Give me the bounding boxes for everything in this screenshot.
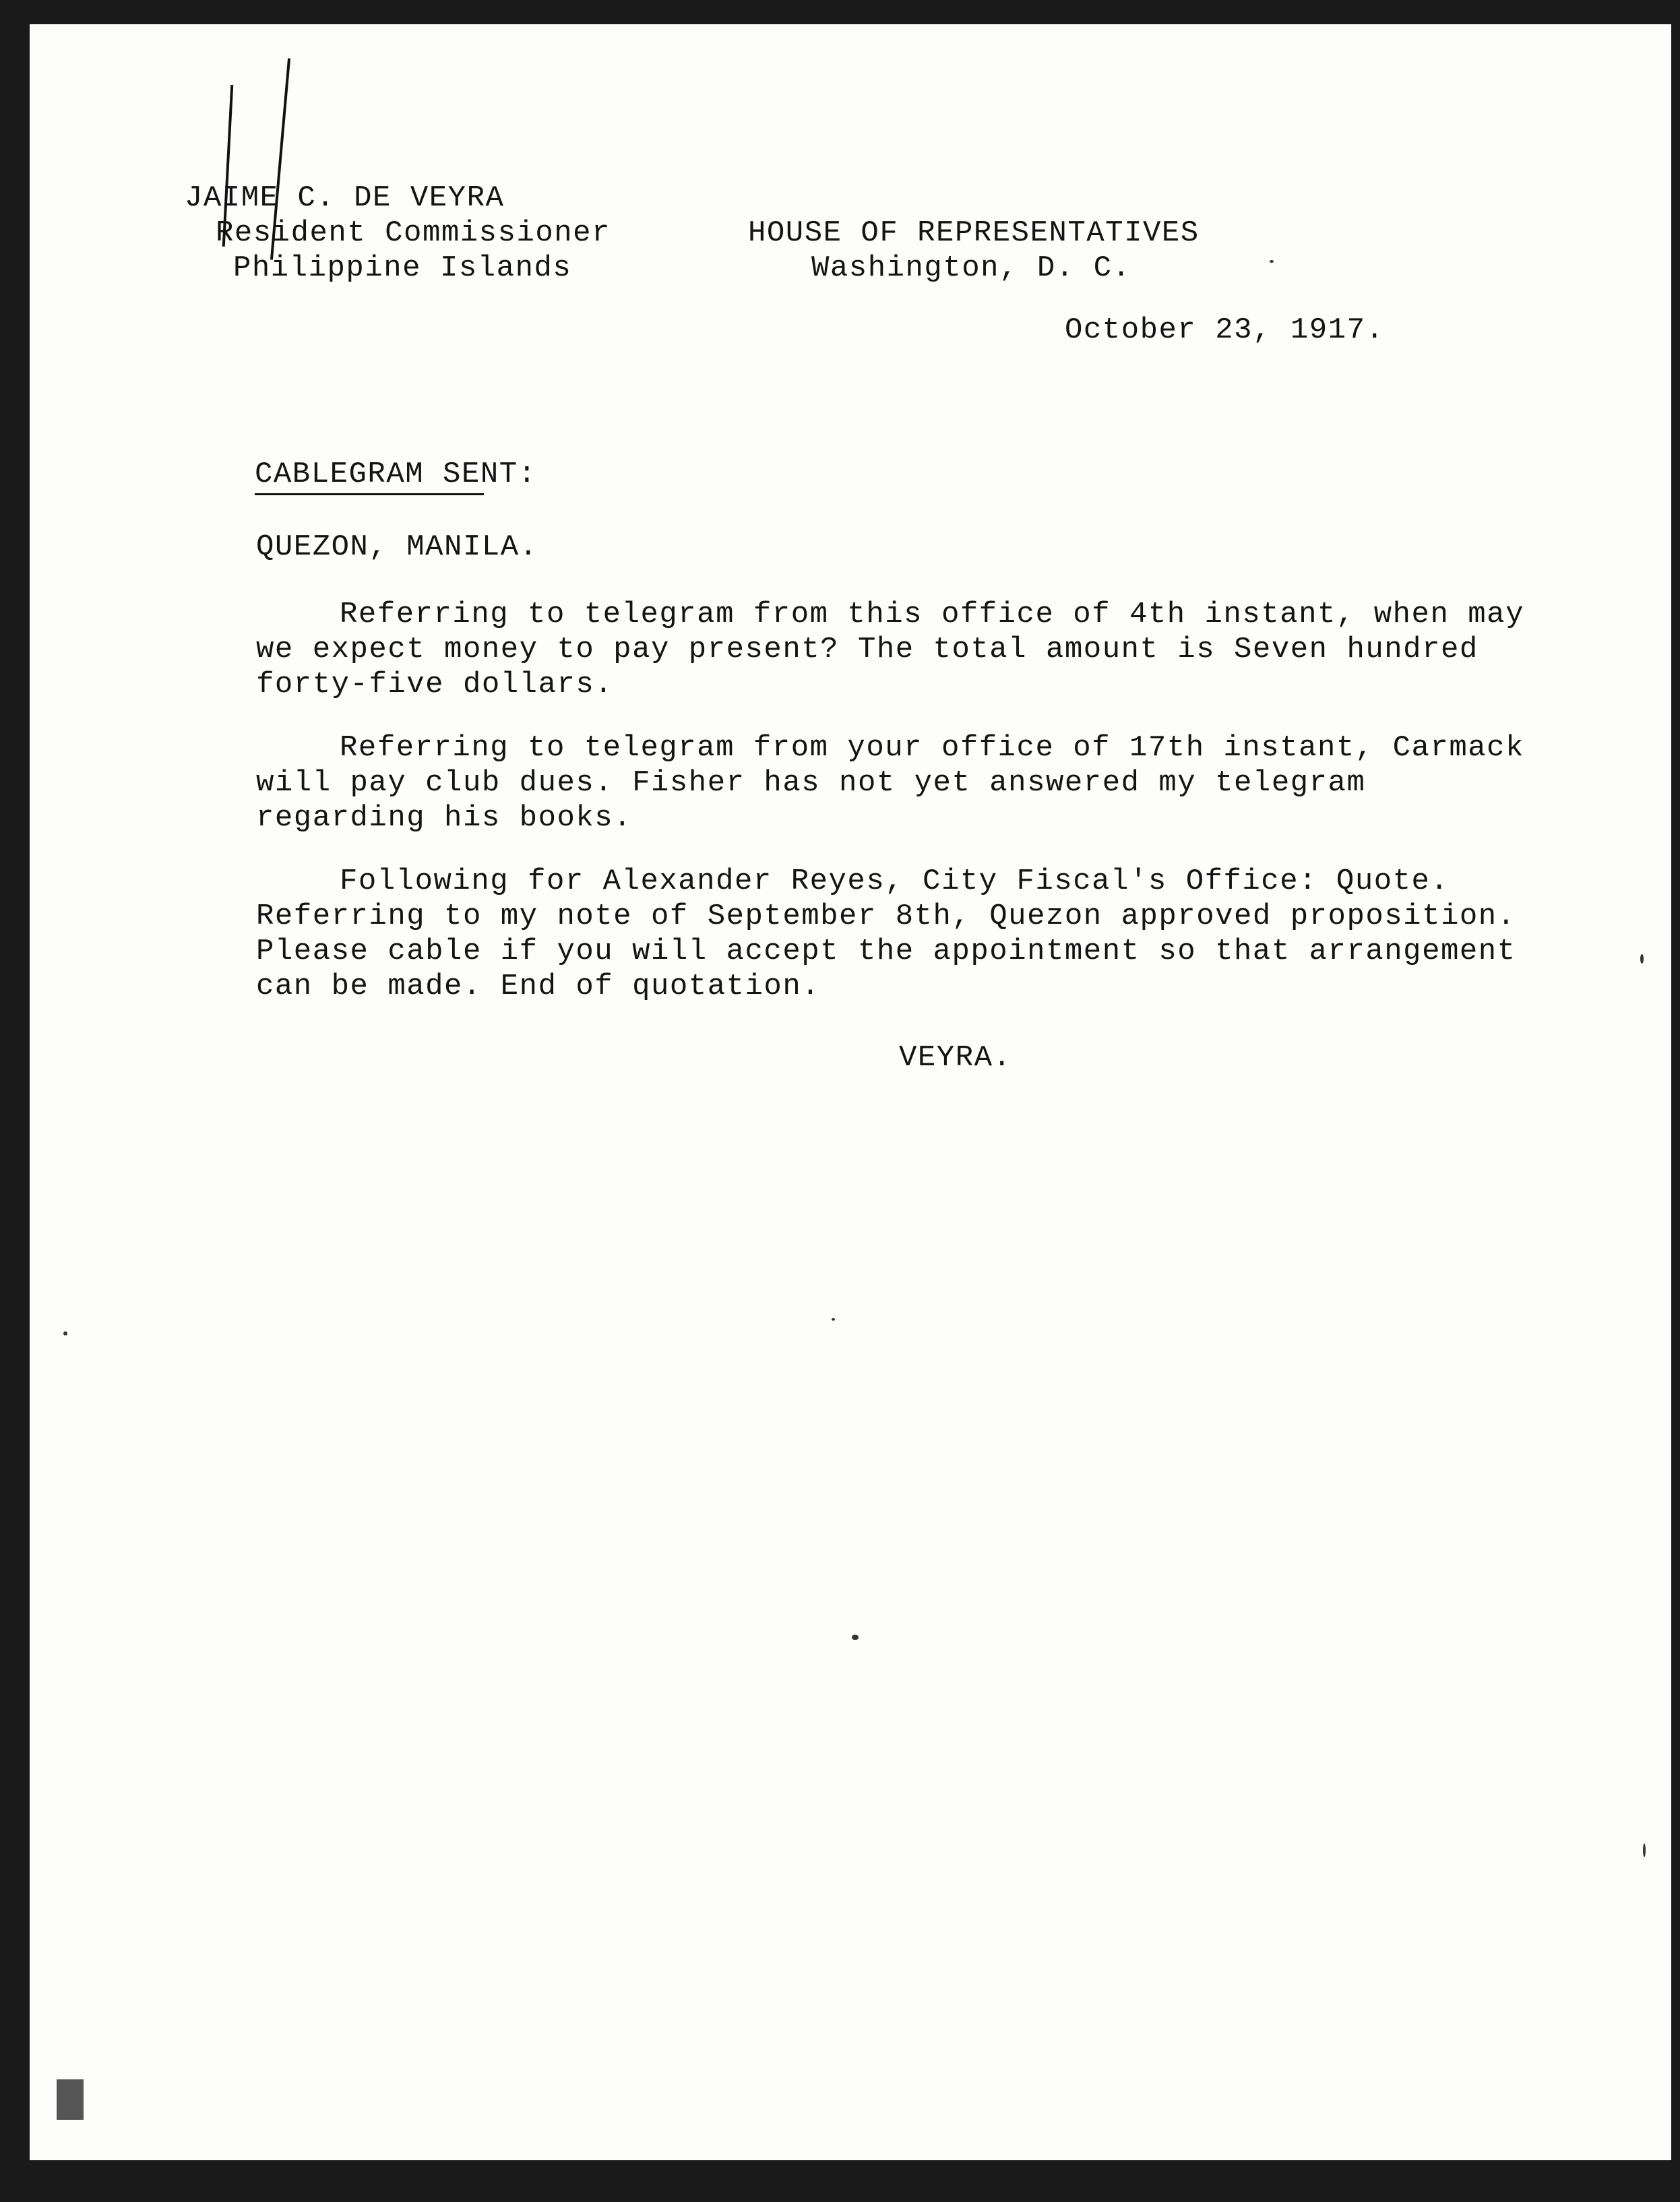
- body-paragraph: Following for Alexander Reyes, City Fiscal's Office: Quote. Referring to my note of September 8th, Quezon approved proposition. Please cable if you will accept the appointment so that arrangement can be made. End of quotation.: [256, 864, 1516, 1003]
- office-location: Washington, D. C.: [811, 251, 1131, 285]
- body-paragraph: Referring to telegram from this office of 4th instant, when may we expect money to pay present? The total amount is Seven hundred forty-five dollars.: [256, 598, 1524, 701]
- scan-speck: [1270, 260, 1274, 263]
- scan-speck: [1640, 954, 1644, 964]
- scan-speck: [63, 1331, 67, 1335]
- document-page: [30, 24, 1671, 2160]
- addressee: QUEZON, MANILA.: [256, 530, 538, 564]
- sender-name: JAIME C. DE VEYRA: [185, 181, 505, 215]
- signature: VEYRA.: [899, 1041, 1012, 1075]
- scan-speck: [57, 2079, 84, 2120]
- scan-speck: [852, 1635, 859, 1640]
- scan-speck: [832, 1318, 835, 1321]
- cablegram-heading: CABLEGRAM SENT:: [255, 458, 537, 491]
- letter-date: October 23, 1917.: [1065, 313, 1385, 347]
- body-paragraph: Referring to telegram from your office of 17th instant, Carmack will pay club dues. Fisher has not yet answered my telegram regarding his books.: [256, 731, 1524, 835]
- scan-speck: [1643, 1844, 1646, 1857]
- office-name: HOUSE OF REPRESENTATIVES: [748, 216, 1200, 250]
- heading-underline: [255, 493, 484, 495]
- sender-region: Philippine Islands: [233, 251, 572, 285]
- sender-title: Resident Commissioner: [216, 216, 611, 250]
